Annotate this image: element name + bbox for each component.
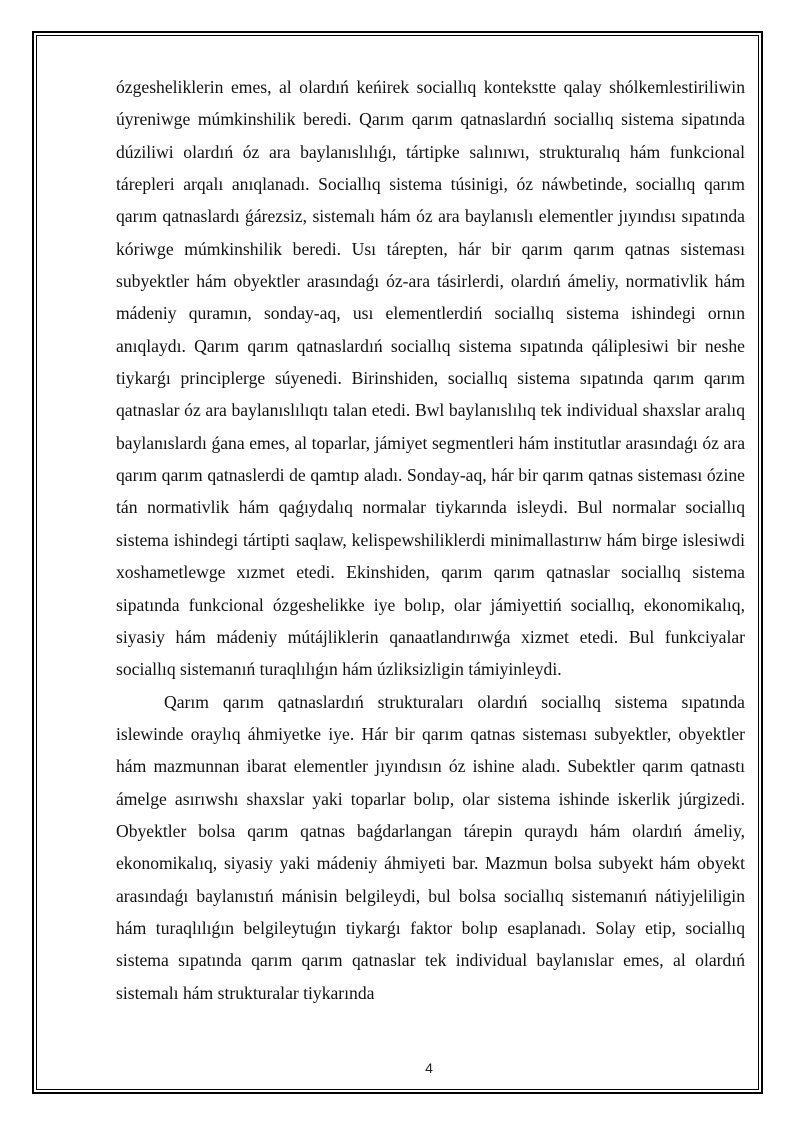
document-body — [116, 71, 745, 1009]
page-number: 4 — [425, 1060, 433, 1076]
paragraph-2: Qarım qarım qatnaslardıń strukturaları olardıń sociallıq sistema sıpatında islewinde oraylıq áhmiyetke iye. Hár bir qarım qatnas sisteması subyektler, obyektler hám mazmunnan ibarat elementler jıyındısın óz ishine aladı. Subektler qarım qatnastı ámelge asırıwshı shaxslar yaki toparlar bolıp, olar sistema ishinde iskerlik júrgizedi. Obyektler bolsa qarım qatnas baǵdarlangan tárepin quraydı hám olardıń ámeliy, ekonomikalıq, siyasiy yaki mádeniy áhmiyeti bar. Mazmun bolsa subyekt hám obyekt arasındaǵı baylanıstıń mánisin belgileydi, bul bolsa sociallıq sistemanıń nátiyjeliligin hám turaqlılıǵın belgileytuǵın tiykarǵı faktor bolıp esaplanadı. Solay etip, sociallıq sistema sıpatında qarım qarım qatnaslar tek individual baylanıslar emes, al olardıń sistemalı hám strukturalar tiykarında — [116, 691, 745, 1003]
paragraph-1: ózgesheliklerin emes, al olardıń keńirek sociallıq kontekstte qalay shólkemlestiriliwin úyreniwge múmkinshilik beredi. Qarım qarım qatnaslardıń sociallıq sistema sipatında dúziliwi olardıń óz ara baylanıslılıǵı, tártipke salınıwı, strukturalıq hám funkcional tárepleri arqalı anıqlanadı. Sociallıq sistema túsinigi, óz náwbetinde, sociallıq qarım qarım qatnaslardı ǵárezsiz, sistemalı hám óz ara baylanıslı elementler jıyındısı sıpatında kóriwge múmkinshilik beredi. Usı tárepten, hár bir qarım qarım qatnas sisteması subyektler hám obyektler arasındaǵı óz-ara tásirlerdi, olardıń ámeliy, normativlik hám mádeniy quramın, sonday-aq, usı elementlerdiń sociallıq sistema ishindegi ornın anıqlaydı. Qarım qarım qatnaslardıń sociallıq sistema sıpatında qáliplesiwi bir neshe tiykarǵı principlerge súyenedi. Birinshiden, sociallıq sistema sıpatında qarım qarım qatnaslar óz ara baylanıslılıqtı talan etedi. Bwl baylanıslılıq tek individual shaxslar aralıq baylanıslardı ǵana emes, al toparlar, jámiyet segmentleri hám institutlar arasındaǵı óz ara qarım qarım qatnaslerdi de qamtıp aladı. Sonday-aq, hár bir qarım qatnas sisteması ózine tán normativlik hám qaǵıydalıq normalar tiykarında isleydi. Bul normalar sociallıq sistema ishindegi tártipti saqlaw, kelispewshiliklerdi minimallastırıw hám birge islesiwdi xoshametlewge xızmet etedi. Ekinshiden, qarım qarım qatnaslar sociallıq sistema sipatında funkcional ózgeshelikke iye bolıp, olar jámiyettiń sociallıq, ekonomikalıq, siyasiy hám mádeniy mútájliklerin qanaatlandırıwǵa xizmet etedi. Bul funkciyalar sociallıq sistemanıń turaqlılıǵın hám úzliksizligin támiyinleydi. — [116, 77, 745, 680]
